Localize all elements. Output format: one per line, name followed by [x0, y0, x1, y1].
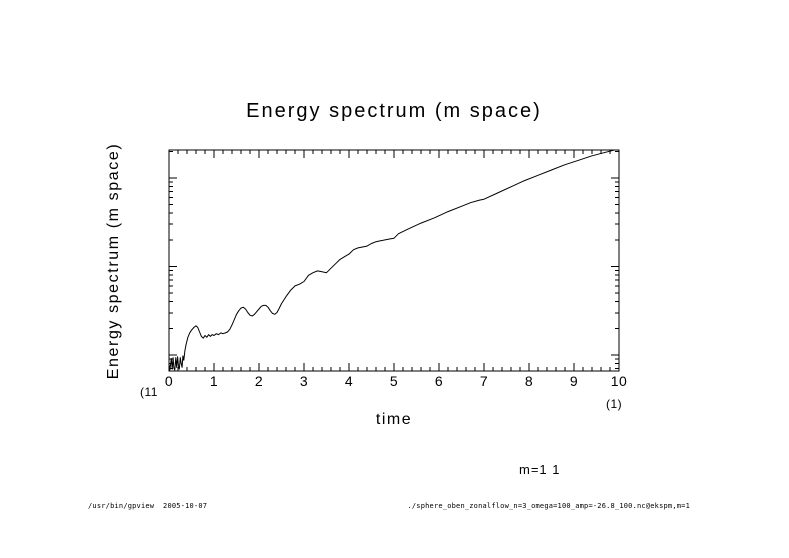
- x-tick-label: 10: [610, 373, 628, 389]
- x-tick-label: 1: [209, 373, 219, 389]
- footer-datafile-path: ./sphere_oben_zonalflow_n=3_omega=100_amp=-26.8_100.nc@ekspm,m=1: [407, 502, 690, 510]
- x-tick-label: 2: [254, 373, 264, 389]
- x-tick-label: 7: [479, 373, 489, 389]
- x-tick-label: 3: [299, 373, 309, 389]
- x-axis-left-corner-label: (11: [140, 385, 158, 399]
- x-tick-label: 0: [164, 373, 174, 389]
- series-annotation: m=1 1: [519, 462, 561, 477]
- y-axis-title: Energy spectrum (m space): [105, 142, 122, 380]
- chart-title: Energy spectrum (m space): [246, 100, 542, 122]
- x-tick-label: 5: [389, 373, 399, 389]
- x-tick-label: 4: [344, 373, 354, 389]
- x-axis-title: time: [375, 411, 413, 428]
- energy-spectrum-curve: [169, 149, 619, 370]
- footer-command-and-date: /usr/bin/gpview 2005-10-07: [88, 502, 208, 510]
- x-tick-label: 6: [434, 373, 444, 389]
- x-tick-label: 9: [569, 373, 579, 389]
- x-tick-label: 8: [524, 373, 534, 389]
- axis-frame: [169, 150, 619, 371]
- x-axis-right-corner-label: (1): [606, 397, 623, 411]
